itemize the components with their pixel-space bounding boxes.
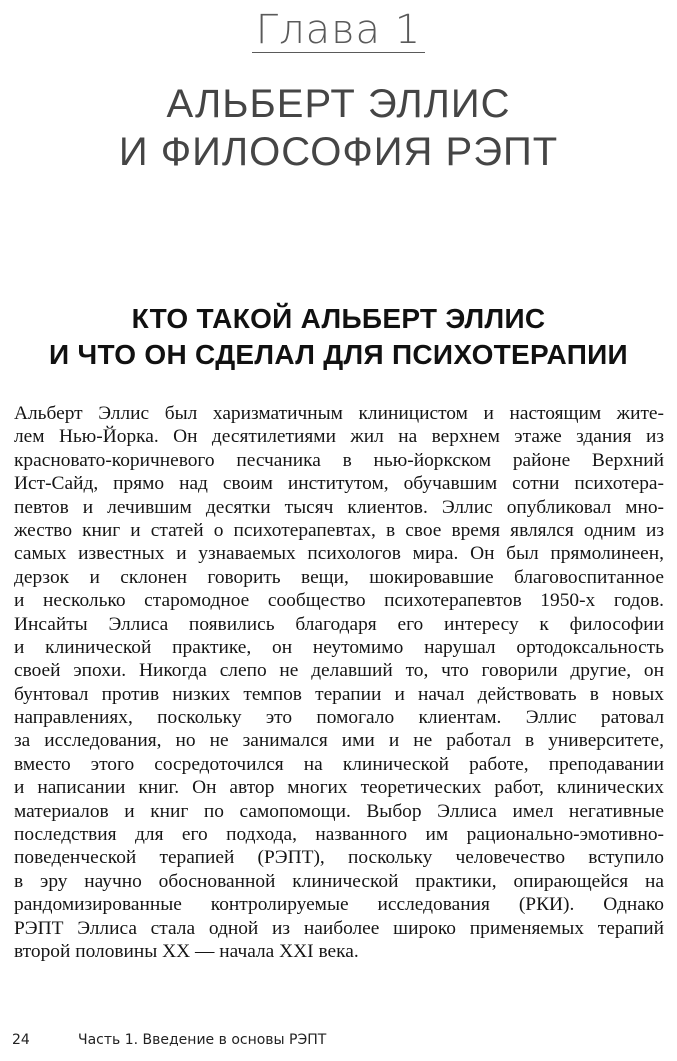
paragraph-line: и написании книг. Он автор многих теоретических работ, клинических (14, 777, 664, 799)
paragraph-line: в эру научно обоснованной клинической практики, опирающейся на (14, 870, 664, 892)
section-heading-line: И ЧТО ОН СДЕЛАЛ ДЛЯ ПСИХОТЕРАПИИ (49, 339, 628, 370)
section-heading-line: КТО ТАКОЙ АЛЬБЕРТ ЭЛЛИС (131, 303, 546, 334)
chapter-title-line: АЛЬБЕРТ ЭЛЛИС (166, 82, 511, 126)
paragraph-line: Альберт Эллис был харизматичным клиницистом и настоящим жите- (14, 403, 664, 424)
paragraph-line: рандомизированные контролируемые исследования (РКИ). Однако (14, 894, 664, 916)
paragraph-line: за исследования, но не занимался ими и не работал в университете, (14, 730, 664, 752)
paragraph-line: жество книг и статей о психотерапевтах, в свое время являлся одним из (14, 519, 664, 541)
page-footer (12, 1030, 326, 1050)
chapter-title (0, 80, 677, 176)
chapter-label (0, 6, 677, 54)
paragraph-line: певтов и лечившим десятки тысяч клиентов. Эллис опубликовал мно- (14, 496, 664, 518)
paragraph-line: Ист-Сайд, прямо над своим институтом, обучавшим сотни психотера- (14, 473, 664, 495)
paragraph-line: РЭПТ Эллиса стала одной из наиболее широко применяемых терапий (14, 917, 664, 939)
paragraph-line: Инсайты Эллиса появились благодаря его интересу к философии (14, 613, 664, 635)
page-number: 24 (12, 1032, 30, 1048)
paragraph-line: второй половины XX — начала XXI века. (14, 940, 359, 962)
paragraph-line: материалов и книг по самопомощи. Выбор Эллиса имел негативные (14, 800, 664, 822)
paragraph-line: вместо этого сосредоточился на клинической работе, преподавании (14, 753, 664, 775)
chapter-label-text: Глава 1 (252, 8, 425, 53)
paragraph-line: лем Нью-Йорка. Он десятилетиями жил на верхнем этаже здания из (14, 426, 664, 448)
paragraph-line: и несколько старомодное сообщество психотерапевтов 1950-х годов. (14, 590, 664, 612)
chapter-title-line: И ФИЛОСОФИЯ РЭПТ (118, 130, 559, 174)
paragraph-line: направлениях, поскольку это помогало клиентам. Эллис ратовал (14, 707, 664, 729)
paragraph-line: своей эпохи. Никогда слепо не делавший то, что говорили другие, он (14, 660, 664, 682)
paragraph-line: последствия для его подхода, названного им рационально-эмотивно- (14, 824, 664, 846)
paragraph-line: красновато-коричневого песчаника в нью-йоркском районе Верхний (14, 449, 664, 471)
section-heading (0, 301, 677, 373)
paragraph-line: бунтовал против низких темпов терапии и начал действовать в новых (14, 683, 664, 705)
body-paragraph (14, 402, 664, 963)
paragraph-line: самых известных и узнаваемых психологов мира. Он был прямолинеен, (14, 543, 664, 565)
paragraph-line: и клинической практике, он неутомимо нарушал ортодоксальность (14, 636, 664, 658)
running-title: Часть 1. Введение в основы РЭПТ (78, 1032, 327, 1048)
paragraph-line: дерзок и склонен говорить вещи, шокировавшие благовоспитанное (14, 566, 664, 588)
paragraph-line: поведенческой терапией (РЭПТ), поскольку человечество вступило (14, 847, 664, 869)
